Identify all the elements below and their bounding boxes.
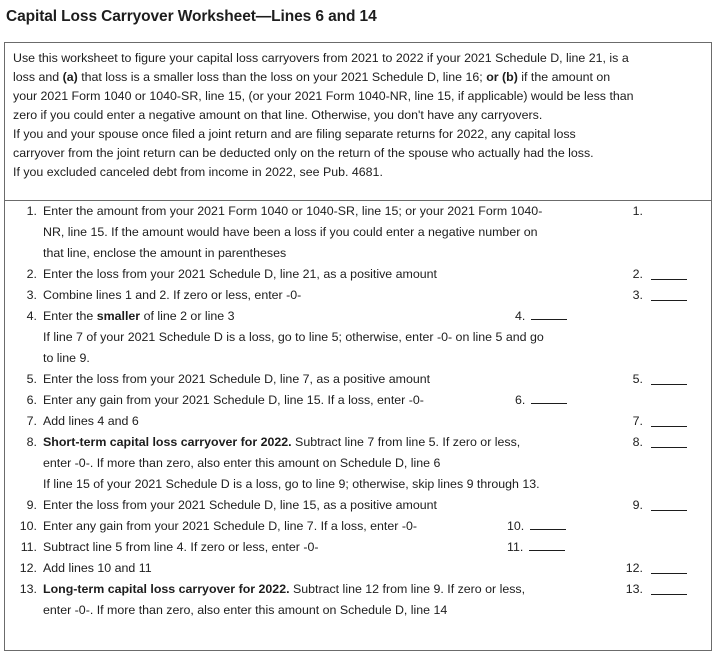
note-text: If line 15 of your 2021 Schedule D is a loss, go to line 9; otherwise, skip lines 9 through 13. <box>43 477 540 491</box>
line-number: 8. <box>26 435 37 449</box>
line-reference: 10. <box>507 519 566 533</box>
instruction-bold: (a) <box>62 70 78 84</box>
line-10 <box>5 519 711 539</box>
line-6 <box>5 393 711 413</box>
line-2 <box>5 267 711 287</box>
line-number: 5. <box>26 372 37 386</box>
line-reference: 8. <box>632 435 643 449</box>
line-13 <box>5 582 711 602</box>
line-number: 11. <box>20 540 37 554</box>
entry-field-13[interactable] <box>651 594 687 595</box>
line-3 <box>5 288 711 308</box>
line-text: Enter the loss from your 2021 Schedule D, line 7, as a positive amount <box>43 372 431 386</box>
line-reference: 7. <box>632 414 643 428</box>
line-number: 4. <box>26 309 37 323</box>
line-7 <box>5 414 711 434</box>
entry-field-8[interactable] <box>651 447 687 448</box>
line-reference: 6. <box>515 393 567 407</box>
line-text: Short-term capital loss carryover for 2022. Subtract line 7 from line 5. If zero or less, <box>43 435 521 449</box>
line-number: 6. <box>26 393 37 407</box>
note-line-7-cont <box>5 351 711 371</box>
line-reference: 4. <box>515 309 567 323</box>
line-text: Subtract line 5 from line 4. If zero or less, enter -0- <box>43 540 319 554</box>
line-reference: 1. <box>632 204 643 218</box>
entry-field-2[interactable] <box>651 279 687 280</box>
line-text: Long-term capital loss carryover for 2022. Subtract line 12 from line 9. If zero or less, <box>43 582 526 596</box>
entry-field-9[interactable] <box>651 510 687 511</box>
line-number: 13. <box>19 582 37 596</box>
line-text: Combine lines 1 and 2. If zero or less, enter -0- <box>43 288 302 302</box>
line-8-cont <box>5 456 711 476</box>
entry-field-11[interactable] <box>529 549 565 551</box>
note-text: to line 9. <box>43 351 90 365</box>
line-8 <box>5 435 711 455</box>
line-reference: 11. <box>507 540 565 554</box>
instruction-text: your 2021 Form 1040 or 1040-SR, line 15, (or your 2021 Form 1040-NR, line 15, if applicable) would be less than <box>13 89 634 103</box>
line-5 <box>5 372 711 392</box>
instruction-text: loss and <box>13 70 63 84</box>
line-1 <box>5 204 711 224</box>
instruction-text: if the amount on <box>517 70 611 84</box>
entry-field-3[interactable] <box>651 300 687 301</box>
line-reference: 13. <box>625 582 643 596</box>
instructions-paragraph-3 <box>13 163 703 182</box>
instruction-bold: or (b) <box>486 70 518 84</box>
line-number: 3. <box>26 288 37 302</box>
instruction-text: that loss is a smaller loss than the loss on your 2021 Schedule D, line 16; <box>77 70 487 84</box>
line-text: Enter the amount from your 2021 Form 1040 or 1040-SR, line 15; or your 2021 Form 1040- <box>43 204 543 218</box>
line-text: Add lines 4 and 6 <box>43 414 139 428</box>
line-number: 7. <box>26 414 37 428</box>
line-number: 2. <box>26 267 37 281</box>
instructions-section <box>5 43 711 201</box>
line-12 <box>5 561 711 581</box>
instruction-text: If you and your spouse once filed a joint return and are filing separate returns for 2022, any capital loss <box>13 127 576 141</box>
line-number: 10. <box>19 519 37 533</box>
entry-field-4[interactable] <box>531 318 567 320</box>
note-line-7 <box>5 330 711 350</box>
line-text: Enter the loss from your 2021 Schedule D, line 21, as a positive amount <box>43 267 437 281</box>
line-text: Enter the smaller of line 2 or line 3 <box>43 309 235 323</box>
instruction-text: zero if you could enter a negative amount on that line. Otherwise, you don't have any carryovers. <box>13 108 543 122</box>
worksheet-box <box>4 42 712 651</box>
worksheet-title: Capital Loss Carryover Worksheet—Lines 6 and 14 <box>6 8 377 25</box>
line-reference: 3. <box>632 288 643 302</box>
line-4 <box>5 309 711 329</box>
line-1-cont <box>5 225 711 245</box>
line-number: 1. <box>26 204 37 218</box>
entry-field-10[interactable] <box>530 528 566 530</box>
line-number: 9. <box>26 498 37 512</box>
line-reference: 12. <box>625 561 643 575</box>
instruction-text: carryover from the joint return can be deducted only on the return of the spouse who actually had the loss. <box>13 146 594 160</box>
entry-field-7[interactable] <box>651 426 687 427</box>
entry-field-5[interactable] <box>651 384 687 385</box>
line-text: Enter any gain from your 2021 Schedule D, line 15. If a loss, enter -0- <box>43 393 424 407</box>
line-text: enter -0-. If more than zero, also enter this amount on Schedule D, line 6 <box>43 456 441 470</box>
line-reference: 9. <box>632 498 643 512</box>
line-text: enter -0-. If more than zero, also enter this amount on Schedule D, line 14 <box>43 603 448 617</box>
line-text: that line, enclose the amount in parentheses <box>43 246 287 260</box>
note-line-15 <box>5 477 711 497</box>
line-1-cont <box>5 246 711 266</box>
line-reference: 5. <box>632 372 643 386</box>
instructions-paragraph-2 <box>13 125 703 163</box>
line-text: NR, line 15. If the amount would have been a loss if you could enter a negative number on <box>43 225 538 239</box>
line-13-cont <box>5 603 711 623</box>
line-11 <box>5 540 711 560</box>
line-text: Enter any gain from your 2021 Schedule D, line 7. If a loss, enter -0- <box>43 519 417 533</box>
instruction-text: Use this worksheet to figure your capital loss carryovers from 2021 to 2022 if your 2021 Schedule D, line 21, is a <box>13 51 629 65</box>
line-text: Add lines 10 and 11 <box>43 561 152 575</box>
instruction-text: If you excluded canceled debt from income in 2022, see Pub. 4681. <box>13 165 383 179</box>
line-text: Enter the loss from your 2021 Schedule D, line 15, as a positive amount <box>43 498 437 512</box>
line-number: 12. <box>19 561 37 575</box>
line-reference: 2. <box>632 267 643 281</box>
line-9 <box>5 498 711 518</box>
note-text: If line 7 of your 2021 Schedule D is a loss, go to line 5; otherwise, enter -0- on line 5 and go <box>43 330 544 344</box>
entry-field-6[interactable] <box>531 402 567 404</box>
instructions-paragraph-1 <box>13 49 703 125</box>
entry-field-12[interactable] <box>651 573 687 574</box>
